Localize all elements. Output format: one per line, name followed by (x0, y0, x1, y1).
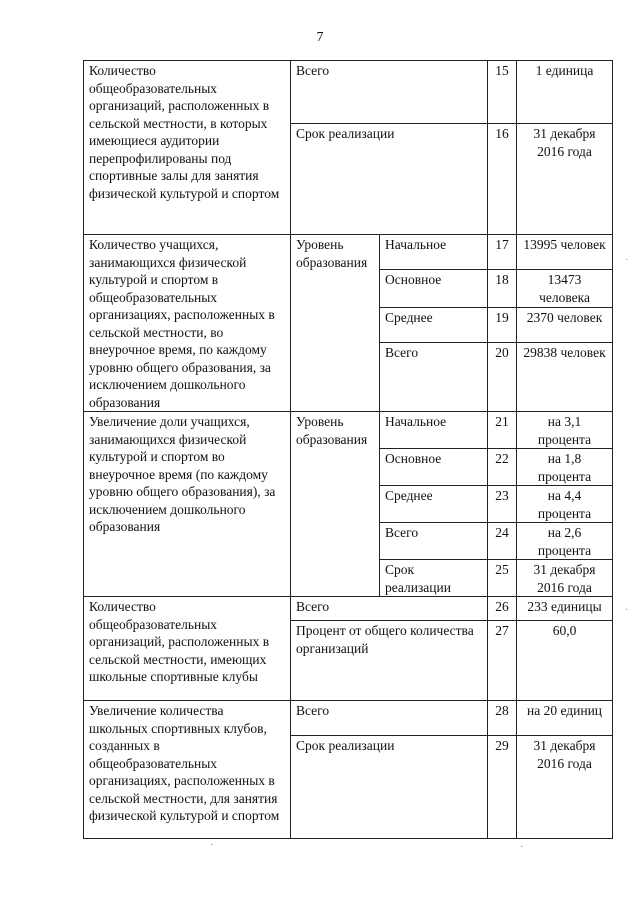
label-cell: Всего (291, 61, 488, 124)
value-cell: 31 декабря 2016 года (517, 124, 613, 235)
value-cell: на 1,8 процента (517, 449, 613, 486)
table-row (84, 412, 613, 449)
indicator-cell: Количество общеобразовательных организаций, расположенных в сельской местности, имеющих школьные спортивные клубы (84, 597, 291, 701)
row-number: 29 (488, 736, 517, 839)
row-number: 25 (488, 560, 517, 597)
value-cell: 1 единица (517, 61, 613, 124)
value-cell: на 4,4 процента (517, 486, 613, 523)
row-number: 19 (488, 307, 517, 342)
row-number: 15 (488, 61, 517, 124)
value-cell: 2370 человек (517, 307, 613, 342)
scan-dot: · (210, 840, 214, 851)
value-cell: 60,0 (517, 621, 613, 701)
indicator-cell: Количество учащихся, занимающихся физической культурой и спортом в общеобразовательных организациях, расположенных в сельской местности, во внеурочное время, по каждому уровню общего образования, за исключением дошкольного образования (84, 235, 291, 412)
table-row (84, 61, 613, 124)
label-cell: Всего (291, 597, 488, 621)
category-cell: Уровень образования (291, 412, 380, 597)
table-row (84, 235, 613, 270)
row-number: 16 (488, 124, 517, 235)
row-number: 26 (488, 597, 517, 621)
scan-dot: · (625, 605, 629, 616)
indicators-table (83, 60, 613, 839)
value-cell: 13473 человека (517, 270, 613, 307)
label-cell: Срок реализации (291, 124, 488, 235)
level-cell: Срок реализации (380, 560, 488, 597)
value-cell: 29838 человек (517, 343, 613, 412)
label-cell: Всего (291, 701, 488, 736)
level-cell: Начальное (380, 235, 488, 270)
row-number: 21 (488, 412, 517, 449)
row-number: 22 (488, 449, 517, 486)
level-cell: Начальное (380, 412, 488, 449)
row-number: 27 (488, 621, 517, 701)
value-cell: 13995 человек (517, 235, 613, 270)
table-row (84, 597, 613, 621)
label-cell: Процент от общего количества организаций (291, 621, 488, 701)
indicator-cell: Увеличение количества школьных спортивных клубов, созданных в общеобразовательных организациях, расположенных в сельской местности, для занятия физической культурой и спортом (84, 701, 291, 839)
row-number: 17 (488, 235, 517, 270)
scan-dot: · (625, 255, 629, 266)
level-cell: Всего (380, 523, 488, 560)
row-number: 20 (488, 343, 517, 412)
row-number: 24 (488, 523, 517, 560)
row-number: 18 (488, 270, 517, 307)
level-cell: Основное (380, 449, 488, 486)
level-cell: Основное (380, 270, 488, 307)
value-cell: на 3,1 процента (517, 412, 613, 449)
row-number: 23 (488, 486, 517, 523)
row-number: 28 (488, 701, 517, 736)
value-cell: на 20 единиц (517, 701, 613, 736)
category-cell: Уровень образования (291, 235, 380, 412)
scan-dot: · (520, 842, 524, 853)
value-cell: 233 единицы (517, 597, 613, 621)
value-cell: на 2,6 процента (517, 523, 613, 560)
indicator-cell: Количество общеобразовательных организаций, расположенных в сельской местности, в которых имеющиеся аудитории перепрофилированы под спортивные залы для занятия физической культурой и спортом (84, 61, 291, 235)
value-cell: 31 декабря 2016 года (517, 736, 613, 839)
value-cell: 31 декабря 2016 года (517, 560, 613, 597)
indicator-cell: Увеличение доли учащихся, занимающихся физической культурой и спортом во внеурочное время (по каждому уровню общего образования), за исключением дошкольного образования (84, 412, 291, 597)
level-cell: Среднее (380, 307, 488, 342)
level-cell: Среднее (380, 486, 488, 523)
level-cell: Всего (380, 343, 488, 412)
label-cell: Срок реализации (291, 736, 488, 839)
table-row (84, 701, 613, 736)
page-number: 7 (316, 30, 324, 45)
